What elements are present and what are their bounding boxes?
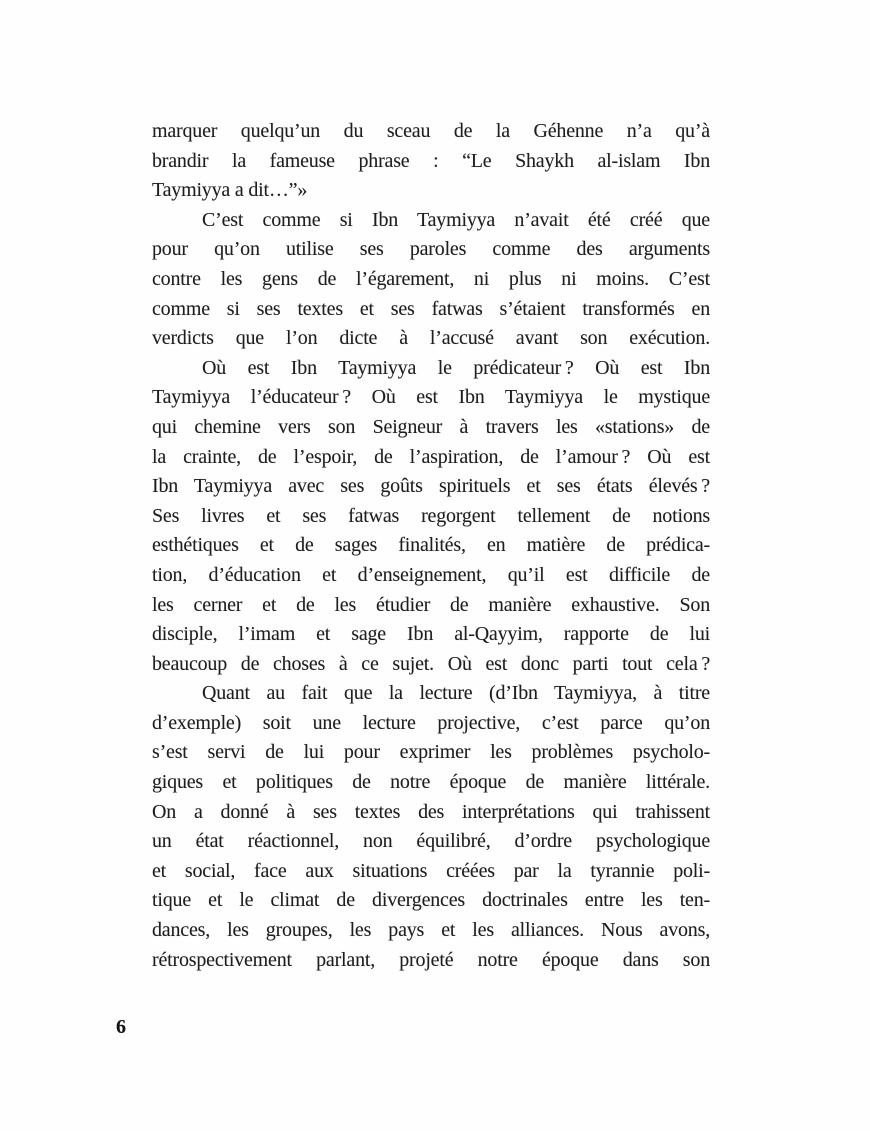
- text-line: et social, face aux situations créées par la tyrannie poli-: [152, 859, 710, 882]
- page-number: 6: [116, 1016, 126, 1038]
- text-line: tique et le climat de divergences doctrinales entre les ten-: [152, 889, 710, 912]
- text-line: contre les gens de l’égarement, ni plus ni moins. C’est: [152, 267, 710, 290]
- text-line: dances, les groupes, les pays et les alliances. Nous avons,: [152, 919, 710, 942]
- text-block: [152, 117, 710, 975]
- text-line: qui chemine vers son Seigneur à travers les «stations» de: [152, 415, 710, 438]
- text-line: d’exemple) soit une lecture projective, c’est parce qu’on: [152, 711, 710, 734]
- text-line: Ibn Taymiyya avec ses goûts spirituels et ses états élevés ?: [152, 475, 710, 498]
- text-line: verdicts que l’on dicte à l’accusé avant son exécution.: [152, 327, 710, 350]
- text-line: Taymiyya l’éducateur ? Où est Ibn Taymiyya le mystique: [152, 386, 710, 409]
- text-line: Ses livres et ses fatwas regorgent tellement de notions: [152, 504, 710, 527]
- text-line: esthétiques et de sages finalités, en matière de prédica-: [152, 534, 710, 557]
- text-line: On a donné à ses textes des interprétations qui trahissent: [152, 800, 710, 823]
- text-line: marquer quelqu’un du sceau de la Géhenne n’a qu’à: [152, 120, 710, 142]
- text-line: un état réactionnel, non équilibré, d’ordre psychologique: [152, 830, 710, 853]
- text-line: Quant au fait que la lecture (d’Ibn Taymiyya, à titre: [202, 682, 710, 705]
- text-line: beaucoup de choses à ce sujet. Où est donc parti tout cela ?: [152, 652, 710, 675]
- text-line: disciple, l’imam et sage Ibn al-Qayyim, rapporte de lui: [152, 623, 710, 646]
- text-line: la crainte, de l’espoir, de l’aspiration, de l’amour ? Où est: [152, 445, 710, 468]
- text-line: tion, d’éducation et d’enseignement, qu’il est difficile de: [152, 563, 710, 586]
- text-line: pour qu’on utilise ses paroles comme des arguments: [152, 238, 710, 261]
- text-line: les cerner et de les étudier de manière exhaustive. Son: [152, 593, 710, 616]
- text-line: Où est Ibn Taymiyya le prédicateur ? Où est Ibn: [202, 356, 710, 379]
- text-line: s’est servi de lui pour exprimer les problèmes psycholo-: [152, 741, 710, 764]
- text-line: comme si ses textes et ses fatwas s’étaient transformés en: [152, 297, 710, 320]
- text-line: C’est comme si Ibn Taymiyya n’avait été créé que: [202, 208, 710, 231]
- text-line: giques et politiques de notre époque de manière littérale.: [152, 771, 710, 794]
- text-line: rétrospectivement parlant, projeté notre époque dans son: [152, 948, 710, 971]
- text-line: Taymiyya a dit…”»: [152, 179, 308, 202]
- text-line: brandir la fameuse phrase : “Le Shaykh al-islam Ibn: [152, 149, 710, 172]
